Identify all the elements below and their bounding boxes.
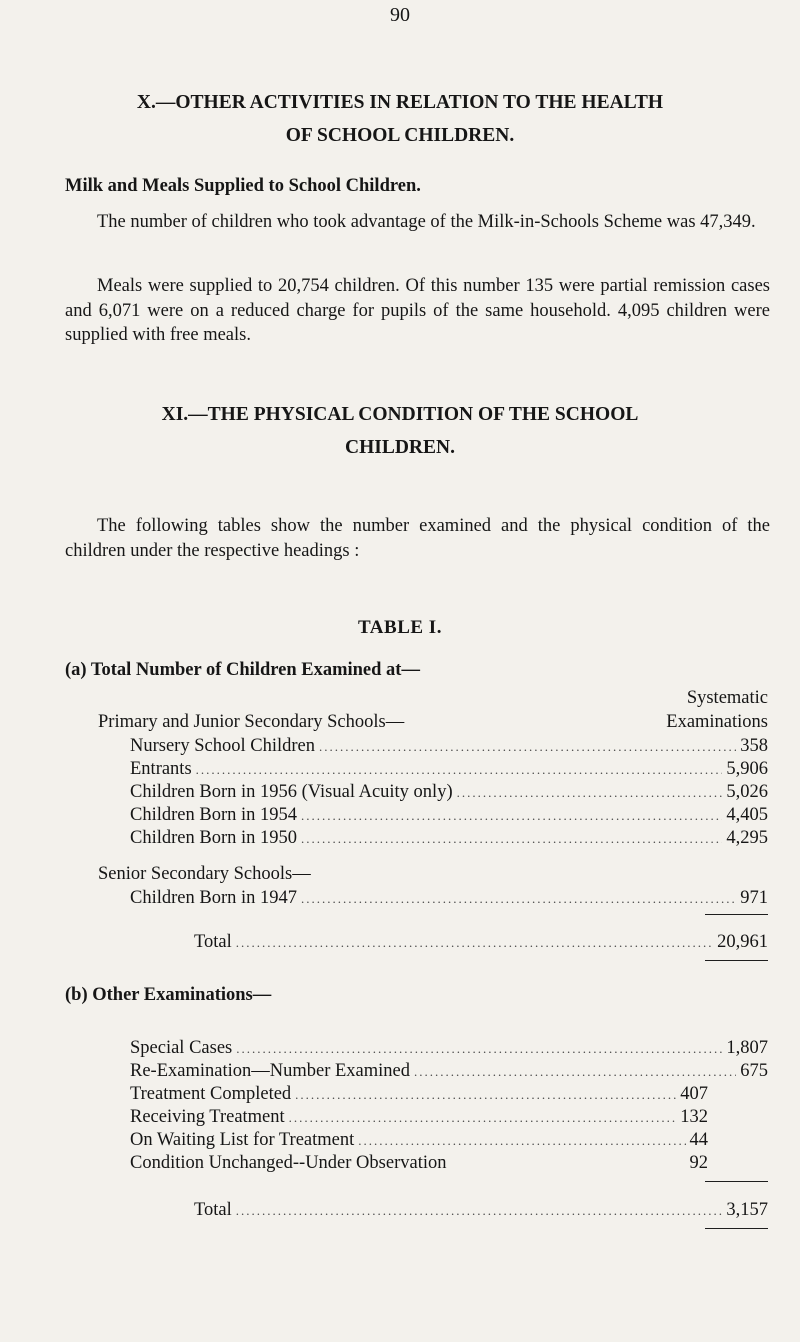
total-rule <box>705 960 768 961</box>
section-xi-heading <box>40 398 760 464</box>
leader-dots <box>319 739 736 755</box>
part-a-label: (a) Total Number of Children Examined at— <box>65 660 420 680</box>
leader-dots <box>414 1064 736 1080</box>
row-label: Children Born in 1950 <box>130 828 298 848</box>
leader-dots <box>236 1041 722 1057</box>
total-value: 3,157 <box>726 1200 768 1220</box>
row-label: Condition Unchanged--Under Observation <box>130 1153 447 1173</box>
table-row <box>130 736 768 757</box>
page-number: 90 <box>390 4 410 26</box>
total-value: 20,961 <box>717 932 768 952</box>
row-value: 132 <box>680 1107 708 1127</box>
tables-intro-paragraph <box>65 514 770 563</box>
table-title: TABLE I. <box>358 617 442 638</box>
total-label: Total <box>194 932 232 952</box>
section-x-heading-line2: OF SCHOOL CHILDREN. <box>285 125 515 146</box>
col-header-examinations: Examinations <box>666 712 768 732</box>
table-row <box>130 782 768 803</box>
meals-paragraph <box>65 274 770 348</box>
sub-row <box>130 1084 708 1105</box>
total-rule <box>705 1228 768 1229</box>
leader-dots <box>196 762 723 778</box>
row-value: 44 <box>689 1130 708 1150</box>
section-xi-heading-line1: XI.—THE PHYSICAL CONDITION OF THE SCHOOL <box>161 404 639 425</box>
milk-paragraph-text: The number of children who took advantage of the Milk-in-Schools Scheme was 47,349. <box>97 212 756 232</box>
table-row <box>130 888 768 909</box>
tables-intro-text: The following tables show the number examined and the physical condition of the children under the respective headings : <box>65 516 770 561</box>
row-label: Children Born in 1947 <box>130 888 298 908</box>
table-row <box>130 759 768 780</box>
table-row <box>130 1061 768 1082</box>
milk-meals-subheading: Milk and Meals Supplied to School Children. <box>65 176 421 196</box>
section-x-heading <box>40 86 760 152</box>
group2-label: Senior Secondary Schools— <box>98 864 311 884</box>
subtotal-rule <box>705 914 768 915</box>
row-label: Receiving Treatment <box>130 1107 285 1127</box>
row-value: 1,807 <box>726 1038 768 1058</box>
row-value: 407 <box>680 1084 708 1104</box>
subtotal-rule <box>705 1181 768 1182</box>
sub-row <box>130 1107 708 1128</box>
row-label: Children Born in 1956 (Visual Acuity only) <box>130 782 453 802</box>
row-label: Re-Examination—Number Examined <box>130 1061 410 1081</box>
row-value: 4,405 <box>726 805 768 825</box>
row-value: 4,295 <box>726 828 768 848</box>
sub-row <box>130 1153 708 1174</box>
col-header-systematic: Systematic <box>686 688 768 708</box>
row-value: 5,026 <box>726 782 768 802</box>
row-value: 358 <box>740 736 768 756</box>
row-label: Special Cases <box>130 1038 233 1058</box>
part-b-label: (b) Other Examinations— <box>65 985 272 1005</box>
row-value: 675 <box>740 1061 768 1081</box>
row-value: 5,906 <box>726 759 768 779</box>
row-label: Children Born in 1954 <box>130 805 298 825</box>
group1-label: Primary and Junior Secondary Schools— <box>98 712 405 732</box>
total-row-a <box>194 932 768 953</box>
row-label: Treatment Completed <box>130 1084 292 1104</box>
leader-dots <box>236 935 713 951</box>
leader-dots <box>236 1203 723 1219</box>
section-xi-heading-line2: CHILDREN. <box>345 437 455 458</box>
leader-dots <box>457 785 723 801</box>
sub-row <box>130 1130 708 1151</box>
row-value: 971 <box>740 888 768 908</box>
leader-dots <box>301 891 736 907</box>
section-x-heading-line1: X.—OTHER ACTIVITIES IN RELATION TO THE HEALTH <box>136 92 664 113</box>
table-row <box>130 805 768 826</box>
leader-dots <box>295 1087 676 1103</box>
meals-paragraph-text: Meals were supplied to 20,754 children. Of this number 135 were partial remission cases and 6,071 were on a reduced charge for pupils of the same household. 4,095 children were supplied with free meals. <box>65 276 770 345</box>
table-row <box>130 828 768 849</box>
leader-dots <box>289 1110 677 1126</box>
leader-dots <box>301 831 722 847</box>
leader-dots <box>358 1133 685 1149</box>
table-row <box>130 1038 768 1059</box>
row-value: 92 <box>689 1153 708 1173</box>
milk-paragraph <box>65 210 770 235</box>
row-label: Entrants <box>130 759 192 779</box>
row-label: Nursery School Children <box>130 736 315 756</box>
row-label: On Waiting List for Treatment <box>130 1130 355 1150</box>
total-row-b <box>194 1200 768 1221</box>
leader-dots <box>301 808 722 824</box>
total-label: Total <box>194 1200 232 1220</box>
